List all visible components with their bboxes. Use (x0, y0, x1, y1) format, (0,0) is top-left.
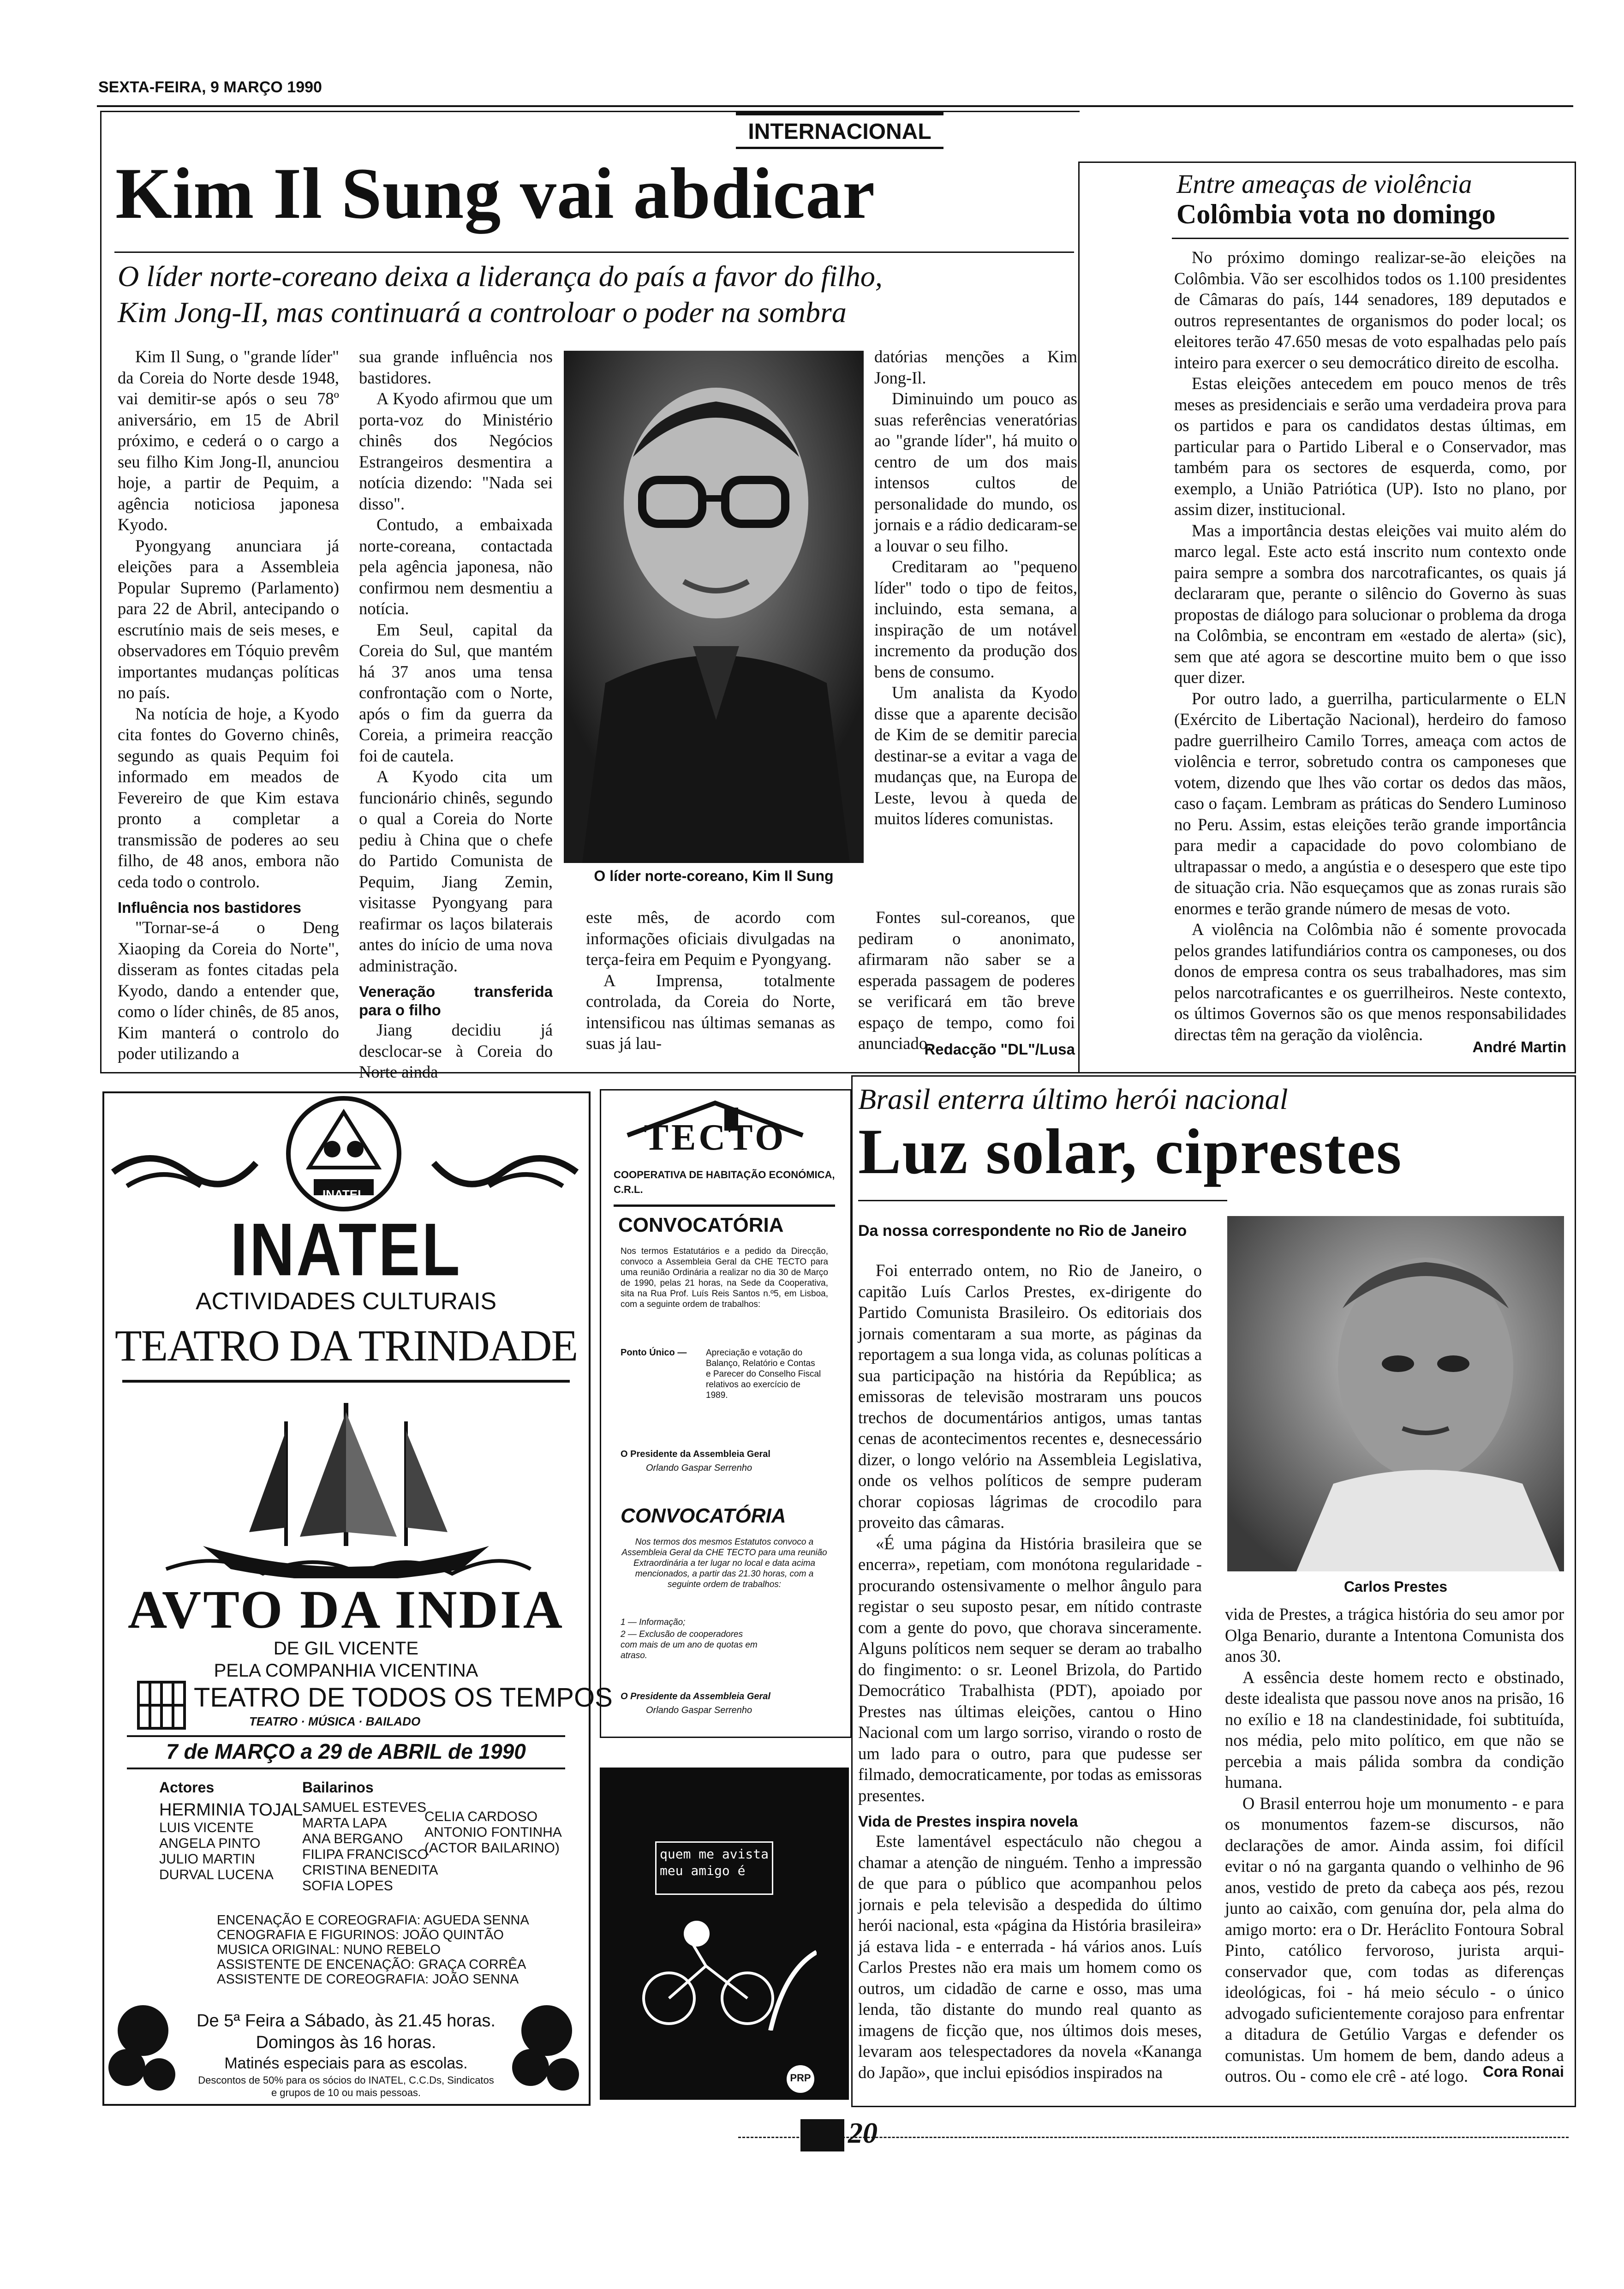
paragraph: datórias menções a Kim Jong-Il. (874, 347, 1077, 387)
tecto-sign1-title: O Presidente da Assembleia Geral (621, 1449, 770, 1459)
paragraph: "Tornar-se-á o Deng Xiaoping da Coreia do Norte", disseram as fontes citadas pela Kyodo, dando a entender que, como o líder chinês, de 85 anos, Kim manterá o controlo do poder utilizando a (118, 918, 339, 1063)
prestes-portrait-illustration (1227, 1216, 1564, 1571)
play-title: AVTO DA INDIA (128, 1579, 564, 1640)
section-label: INTERNACIONAL (748, 120, 931, 144)
paragraph: Fontes sul-coreanos, que pediram o anonimato, afirmaram não saber se a esperada passagem de poderes se verificará em tão breve espaço de tempo, como foi anunciado. (858, 908, 1075, 1053)
tecto-item2a: 1 — Informação; (621, 1618, 686, 1627)
dancer: FILIPA FRANCISCO (302, 1847, 428, 1862)
schedule-line3: Matinés especiais para as escolas. (224, 2055, 468, 2072)
prp-logo-text: PRP (790, 2072, 811, 2084)
paragraph: Creditaram ao "pequeno líder" todo o tipo de feitos, incluindo, esta semana, a inspiração de um notável incremento da produção dos bens de consumo. (874, 557, 1077, 681)
paragraph: Diminuindo um pouco as suas referências veneratórias ao "grande líder", há muito o centro de um dos mais intensos cultos de personalidade do mundo, os jornais e a rádio dedicaram-se a louvar o seu filho. (874, 389, 1077, 555)
paragraph: Estas eleições antecedem em pouco menos de três meses as presidenciais e serão uma verdadeira prova para os partidos e para os candidatos destas últimas, em particular para o Partido Liberal e o Conservador, mas também para os sectores de esquerda, como, por exemplo, a União Patriótica (UP). Isto no plano, por assim dizer, institucional. (1174, 374, 1566, 519)
ornament-right-icon (429, 1144, 581, 1200)
paragraph: este mês, de acordo com informações oficiais divulgadas na terça-feira em Pequim e Pyongyang. (586, 908, 835, 969)
paragraph: «É uma página da História brasileira que se encerra», repetiam, com monótona regularidade - procurando ostensivamente o melhor ângulo para registar o seu suposto pesar, em nítido contraste com a gente do povo, que chorava sinceramente. Alguns políticos nem sequer se deram ao trabalho do fingimento: o sr. Leonel Brizola, do Partido Democrático Trabalhista (PDT), apoiado por Prestes nas últimas eleições, cantou o Hino Nacional com um largo sorriso, virando o rosto de um lado para o outro, para que pudesse ser filmado, democraticamente, por todas as emissoras presentes. (858, 1534, 1202, 1805)
subheading: Vida de Prestes inspira novela (858, 1813, 1078, 1830)
colombia-kicker: Entre ameaças de violência (1176, 169, 1472, 199)
paragraph: Kim Il Sung, o "grande líder" da Coreia do Norte desde 1948, vai demitir-se após o seu 78º aniversário, em 15 de Abril próximo, e cederá o o cargo a seu filho Kim Jong-Il, anunciou hoje, a partir de Pequim, a agência noticiosa japonesa Kyodo. (118, 347, 339, 534)
credits-list (217, 1913, 529, 1987)
paragraph: A Imprensa, totalmente controlada, da Coreia do Norte, intensificou nas últimas semanas as suas já lau- (586, 971, 835, 1053)
paragraph: No próximo domingo realizar-se-ão eleições na Colômbia. Vão ser escolhidos todos os 1.100 presidentes de Câmaras do país, 144 senadores, 189 deputados e outros representantes de organismos do poder local; os eleitores terão 47.650 mesas de voto espalhadas pelo país inteiro para exercer o seu democrático direito de escolha. (1174, 248, 1566, 372)
paragraph: Por outro lado, a guerrilha, particularmente o ELN (Exército de Libertação Nacional), herdeiro do famoso padre guerrilheiro Camilo Torres, ameaça com actos de violência e terror, sobretudo contra os camponeses que votem, dizendo que lhes vão cortar os dedos das mãos, caso o façam. Lembram as práticas do Sendero Luminoso no Peru. Assim, estas eleições terão grande importância para medir a capacidade do povo colombiano de ultrapassar o medo, a angústia e o desespero que este tipo de situação cria. Não esqueçamos que as zonas rurais são enormes e terão grande número de mesas de voto. (1174, 689, 1566, 918)
date-line: SEXTA-FEIRA, 9 MARÇO 1990 (98, 78, 322, 96)
theatre-logo-icon (136, 1680, 187, 1731)
tecto-item1-text: Apreciação e votação do Balanço, Relatório e Contas e Parecer do Conselho Fiscal relativos ao exercício de 1989. (706, 1348, 821, 1400)
kim-col3 (586, 907, 835, 1054)
kim-portrait-illustration (564, 351, 864, 863)
tecto-title1: CONVOCATÓRIA (618, 1214, 784, 1236)
kim-deck-line2: Kim Jong-II, mas continuará a controloar o poder na sombra (118, 296, 847, 329)
credit-line: ASSISTENTE DE COREOGRAFIA: JOÃO SENNA (217, 1972, 519, 1987)
actor: DURVAL LUCENA (159, 1867, 274, 1882)
discount-line2: e grupos de 10 ou mais pessoas. (271, 2087, 421, 2098)
dates-rule-top (127, 1735, 565, 1737)
play-author: DE GIL VICENTE (273, 1638, 419, 1659)
dancer: ANTONIO FONTINHA (424, 1825, 562, 1840)
dates-rule-bottom (127, 1768, 565, 1769)
paragraph: A Kyodo afirmou que um porta-voz do Ministério chinês dos Negócios Estrangeiros desmentira a notícia dizendo: "Nada sei disso". (359, 389, 553, 513)
credit-line: ENCENAÇÃO E COREOGRAFIA: AGUEDA SENNA (217, 1913, 529, 1928)
paragraph: Este lamentável espectáculo não chegou a chamar a atenção de ninguém. Tenho a impressão de que para o público que acompanhou pelos jornais e pela televisão a despedida do último herói nacional, esta «página da História brasileira» já estava lida - e enterrada - há vários anos. Luís Carlos Prestes não era mais um homem como os outros, um cidadão de carne e osso, mas uma lenda, tão distante do mundo real quanto as imagens de ficção que, nos últimos dois meses, levaram aos telespectadores da novela «Kananga do Japão», que inclui episódios inspirados na (858, 1832, 1202, 2082)
kim-headline: Kim Il Sung vai abdicar (115, 153, 876, 234)
paragraph: A violência na Colômbia não é somente provocada pelos grandes latifundiários contra os camponeses, ou dos donos de empresa contra os seus trabalhadores, mas sim pelos narcotraficantes e os guerrilheiros. Neste contexto, os últimos Governos são os que menos responsabilidades directas têm na geração da violência. (1174, 920, 1566, 1044)
kim-headline-rule (114, 252, 1074, 253)
paragraph: Mas a importância destas eleições vai muito além do marco legal. Este acto está inscrito num contexto onde paira sempre a sombra dos narcotraficantes, os quais já declararam que, perante o silêncio do Governo às suas propostas de diálogo para solucionar o problema da droga na Colômbia, se encontram em «estado de alerta» (sic), sem que até agora se descortine muito bem o que isso quer dizer. (1174, 521, 1566, 687)
paragraph: Foi enterrado ontem, no Rio de Janeiro, o capitão Luís Carlos Prestes, ex-dirigente do Partido Comunista Brasileiro. Os editoriais dos jornais comentaram a sua morte, as páginas da reportagem a sua longa vida, as colunas políticas a sua participação na história da República; as emissoras de televisão mostraram uns poucos trechos de documentários antigos, umas tantas cenas de acontecimentos recentes e, desnecessário dizer, o longo velório na Assembleia Legislativa, onde os velhos políticos de sempre puderam chorar copiosas lágrimas de crocodilo para proveito das câmaras. (858, 1261, 1202, 1532)
header-rule (97, 105, 1573, 107)
ornament-left-icon (108, 1144, 261, 1200)
paragraph: Contudo, a embaixada norte-coreana, contactada pela agência japonesa, não confirmou nem desmentiu a notícia. (359, 515, 553, 618)
paragraph: A Kyodo cita um funcionário chinês, segundo o qual a Coreia do Norte pediu à China que o chefe do Partido Comunista de Pequim, Jiang Zemin, visitasse Pyongyang para reafirmar os laços bilaterais antes do início de uma nova administração. (359, 767, 553, 975)
paragraph: Em Seul, capital da Coreia do Sul, que mantém há 37 anos uma tensa confrontação com o Norte, após o fim da guerra da Coreia, a primeira reacção foi de cautela. (359, 620, 553, 765)
dancer: CELIA CARDOSO (424, 1809, 538, 1824)
inatel-brand: INATEL (230, 1207, 462, 1292)
tecto-logo: TECTO (644, 1117, 787, 1158)
kim-col2 (359, 346, 553, 1083)
dancer: ANA BERGANO (302, 1831, 403, 1846)
schedule-line2: Domingos às 16 horas. (256, 2033, 436, 2052)
dancer: MARTA LAPA (302, 1816, 387, 1831)
subheading: Influência nos bastidores (118, 899, 301, 916)
venue-rule (122, 1380, 570, 1383)
dancer: CRISTINA BENEDITA (302, 1863, 438, 1878)
dancer: SAMUEL ESTEVES (302, 1800, 426, 1815)
actor: JULIO MARTIN (159, 1852, 255, 1867)
prestes-col2 (1225, 1604, 1564, 2087)
kim-photo-caption: O líder norte-coreano, Kim Il Sung (594, 868, 834, 884)
prestes-byline: Cora Ronai (1482, 2063, 1564, 2080)
prp-cyclist-illustration (632, 1915, 817, 2031)
ship-illustration (148, 1394, 544, 1578)
paragraph: Pyongyang anunciara já eleições para a Assembleia Popular Supremo (Parlamento) para 22 de Abril, antecipando o escrutínio mais de seis meses, e observadores em Tóquio prevêm importantes mudanças políticas no país. (118, 536, 339, 702)
prestes-photo (1227, 1216, 1564, 1571)
tecto-item2b: 2 — Exclusão de cooperadores com mais de um ano de quotas em atraso. (621, 1630, 758, 1660)
dancers-list (302, 1800, 438, 1894)
prp-line1: quem me avista (660, 1846, 769, 1862)
inatel-venue: TEATRO DA TRINDADE (114, 1321, 578, 1370)
kim-deck-line1: O líder norte-coreano deixa a liderança do país a favor do filho, (118, 260, 883, 293)
paragraph: Um analista da Kyodo disse que a aparente decisão de Kim de se demitir parecia destinar-se a evitar a vaga de mudanças que, na Europa de Leste, levou à queda de muitos líderes comunistas. (874, 683, 1077, 828)
subheading: Veneração transferida para o filho (359, 983, 553, 1019)
tecto-body1: Nos termos Estatutários e a pedido da Direcção, convoco a Assembleia Geral da CHE TECTO para uma reunião Ordinária a realizar no dia 30 de Março de 1990, pelas 21 horas, na Sede da Cooperativa, sita na Rua Prof. Luís Reis Santos n.º5, em Lisboa, com a seguinte ordem de trabalhos: (621, 1246, 828, 1309)
prestes-col1 (858, 1260, 1202, 2083)
kim-col4 (874, 346, 1077, 829)
dancers-label: Bailarinos (302, 1779, 374, 1796)
footer-logo (800, 2119, 844, 2151)
credit-line: ASSISTENTE DE ENCENAÇÃO: GRAÇA CORRÊA (217, 1957, 526, 1972)
paragraph: Jiang decidiu já desclocar-se à Coreia do Norte ainda (359, 1020, 553, 1081)
kim-photo (564, 351, 864, 863)
prp-line2: meu amigo é (660, 1863, 746, 1878)
kim-col34 (858, 907, 1075, 1054)
inatel-subtitle: ACTIVIDADES CULTURAIS (195, 1288, 497, 1315)
tecto-item1-label: Ponto Único — (621, 1348, 687, 1358)
actor: ANGELA PINTO (159, 1836, 261, 1851)
credit-line: MUSICA ORIGINAL: NUNO REBELO (217, 1942, 441, 1957)
kim-deck (118, 258, 1077, 330)
credit-line: CENOGRAFIA E FIGURINOS: JOÃO QUINTÃO (217, 1928, 504, 1942)
theatre-sub: TEATRO · MÚSICA · BAILADO (249, 1714, 421, 1728)
actors-list (159, 1800, 303, 1883)
tecto-rule (614, 1204, 835, 1207)
kim-byline: Redacção "DL"/Lusa (924, 1041, 1075, 1058)
tecto-title2: CONVOCATÓRIA (621, 1504, 786, 1527)
prestes-dateline: Da nossa correspondente no Rio de Janeiro (858, 1222, 1187, 1240)
show-dates: 7 de MARÇO a 29 de ABRIL de 1990 (166, 1739, 526, 1763)
tecto-org (614, 1168, 835, 1197)
inatel-logo-text: INATEL (322, 1187, 365, 1201)
section-label-bar (736, 111, 943, 115)
paragraph: sua grande influência nos bastidores. (359, 347, 553, 387)
tecto-org-line2: C.R.L. (614, 1184, 643, 1195)
paragraph: A essência deste homem recto e obstinado, deste idealista que passou nove anos na prisão, 16 no exílio e 18 na clandestinidade, foi subtituída, nos média, pelo mito político, em que não se percebia a mais pálida sombra da condição humana. (1225, 1667, 1564, 1792)
colombia-rule (1172, 238, 1569, 239)
paragraph: vida de Prestes, a trágica história do seu amor por Olga Benario, durante a Intentona Comunista dos anos 30. (1225, 1605, 1564, 1666)
actors-label: Actores (159, 1779, 215, 1796)
prestes-kicker: Brasil enterra último herói nacional (858, 1083, 1288, 1115)
section-underline (736, 147, 943, 149)
play-company: PELA COMPANHIA VICENTINA (214, 1660, 478, 1681)
dancers-list-2 (424, 1809, 562, 1856)
tecto-org-line1: COOPERATIVA DE HABITAÇÃO ECONÓMICA, (614, 1169, 835, 1180)
prp-ad-text (660, 1846, 769, 1879)
schedule-line1: De 5ª Feira a Sábado, às 21.45 horas. (197, 2011, 496, 2031)
paragraph: O Brasil enterrou hoje um monumento - e para os monumentos fazem-se discursos, não declarações de amor. Ainda assim, foi difícil evitar o nó na garganta quando o velhinho de 96 anos, vestido de preto da cabeça aos pés, rezou junto ao caixão, com genuína dor, pela alma do amigo morto: era o Dr. Heráclito Fontoura Sobral Pinto, católico fervoroso, jurista arqui-conservador que, com todas as diferenças ideológicas, foi - há meio século - o único advogado suficientemente corajoso para enfrentar a ditadura de Getúlio Vargas e defender os comunistas. Um homem de bem, dando adeus a outros. Ou - como ele crê - até logo. (1225, 1793, 1564, 2085)
paragraph: Na notícia de hoje, a Kyodo cita fontes do Governo chinês, segundo as quais Pequim foi informado em meados de Fevereiro de que Kim estava pronto a completar a transmissão de poderes ao seu filho, de 48 anos, embora não ceda todo o controlo. (118, 704, 339, 891)
tecto-body2: Nos termos dos mesmos Estatutos convoco a Assembleia Geral da CHE TECTO para uma reunião Extraordinária a ter lugar no local e data acima mencionados, a partir das 21.30 horas, com a seguinte ordem de trabalhos: (621, 1537, 827, 1589)
tecto-sign2-name: Orlando Gaspar Serrenho (646, 1705, 752, 1715)
prestes-photo-caption: Carlos Prestes (1343, 1578, 1448, 1595)
dancer: (ACTOR BAILARINO) (424, 1840, 560, 1856)
prestes-headline-rule (858, 1200, 1227, 1201)
tecto-sign1-name: Orlando Gaspar Serrenho (646, 1463, 752, 1473)
colombia-byline: André Martin (1472, 1038, 1566, 1055)
dancer: SOFIA LOPES (302, 1878, 393, 1894)
theatre-name: TEATRO DE TODOS OS TEMPOS (194, 1683, 613, 1713)
actor: HERMINIA TOJAL (159, 1800, 303, 1820)
actor: LUIS VICENTE (159, 1820, 254, 1835)
kim-col1 (118, 346, 339, 1064)
prestes-headline: Luz solar, ciprestes (858, 1116, 1403, 1187)
colombia-body (1174, 247, 1566, 1045)
tecto-sign2-title: O Presidente da Assembleia Geral (621, 1691, 770, 1702)
page-number: 20 (848, 2116, 878, 2149)
colombia-headline: Colômbia vota no domingo (1176, 199, 1496, 229)
discount-line1: Descontos de 50% para os sócios do INATEL, C.C.Ds, Sindicatos (198, 2074, 494, 2086)
